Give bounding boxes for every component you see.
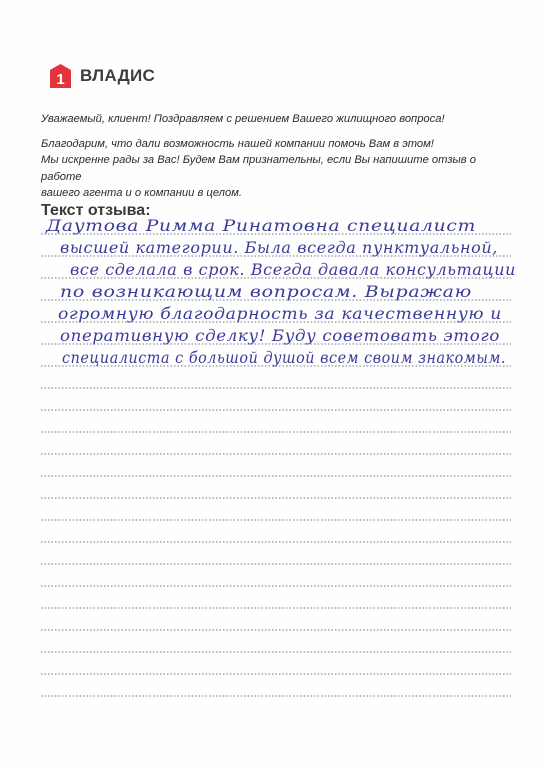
handwritten-line: Даутова Римма Ринатовна специалист <box>44 217 477 235</box>
handwritten-line: специалиста с большой душой всем своим знакомым. <box>62 349 506 367</box>
handwritten-line: огромную благодарность за качественную и <box>58 305 502 323</box>
handwritten-line: высшей категории. Была всегда пунктуальной, <box>60 239 498 257</box>
greeting-text: Уважаемый, клиент! Поздравляем с решением Вашего жилищного вопроса! <box>41 113 445 125</box>
svg-text:1: 1 <box>56 71 65 88</box>
handwritten-line: все сделала в срок. Всегда давала консультации <box>70 261 516 279</box>
handwritten-line: оперативную сделку! Буду советовать этого <box>60 327 501 345</box>
thanks-line-3: вашего агента и о компании в целом. <box>41 187 242 199</box>
logo-text: ВЛАДИС <box>80 66 156 85</box>
thanks-line-1: Благодарим, что дали возможность нашей компании помочь Вам в этом! <box>41 137 434 150</box>
thanks-line-2: Мы искренне рады за Вас! Будем Вам признательны, если Вы напишите отзыв о работе <box>41 154 476 183</box>
review-label: Текст отзыва: <box>41 202 151 219</box>
handwritten-line: по возникающим вопросам. Выражаю <box>60 283 472 301</box>
